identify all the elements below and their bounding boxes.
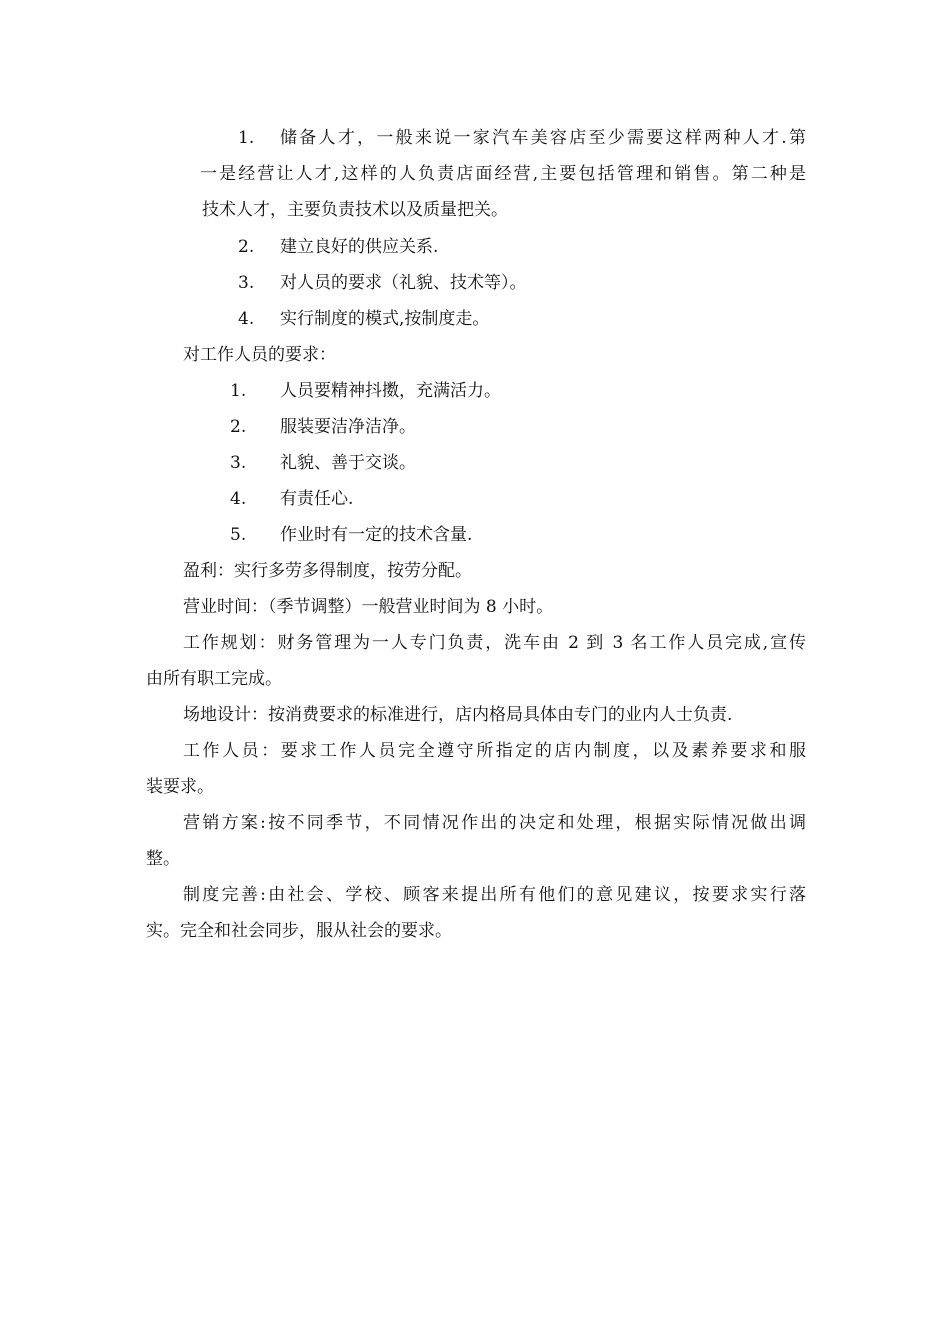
- staff-paragraph-line2: 装要求。: [146, 777, 214, 797]
- list2-item3-text: 礼貌、善于交谈。: [280, 453, 416, 473]
- list2-item3-number: 3.: [230, 453, 247, 473]
- venue-design-paragraph: 场地设计：按消费要求的标准进行，店内格局具体由专门的业内人士负责.: [183, 705, 733, 725]
- marketing-plan-line2: 整。: [146, 849, 180, 869]
- list2-item2-text: 服装要洁净洁净。: [280, 417, 416, 437]
- staff-paragraph-line1: 工作人员：要求工作人员完全遵守所指定的店内制度，以及素养要求和服: [183, 741, 806, 761]
- work-planning-line1: 工作规划：财务管理为一人专门负责，洗车由 2 到 3 名工作人员完成,宣传: [183, 633, 806, 653]
- list1-item2-number: 2.: [238, 237, 255, 257]
- list1-item1-line1: 储备人才，一般来说一家汽车美容店至少需要这样两种人才.第: [280, 128, 806, 148]
- list1-item2-text: 建立良好的供应关系.: [280, 237, 439, 257]
- list1-item4-text: 实行制度的模式,按制度走。: [280, 309, 490, 329]
- list2-item5-number: 5.: [230, 525, 247, 545]
- marketing-plan-line1: 营销方案:按不同季节，不同情况作出的决定和处理，根据实际情况做出调: [183, 813, 806, 833]
- list2-item1-text: 人员要精神抖擞，充满活力。: [280, 381, 501, 401]
- list1-item4-number: 4.: [238, 309, 255, 329]
- list1-item1-number: 1.: [238, 128, 255, 148]
- list2-item4-text: 有责任心.: [280, 489, 354, 509]
- system-improvement-line2: 实。完全和社会同步，服从社会的要求。: [146, 921, 452, 941]
- staff-requirements-heading: 对工作人员的要求：: [183, 345, 336, 365]
- list2-item5-text: 作业时有一定的技术含量.: [280, 525, 473, 545]
- list2-item2-number: 2.: [230, 417, 247, 437]
- list1-item3-number: 3.: [238, 273, 255, 293]
- business-hours-paragraph: 营业时间：（季节调整）一般营业时间为 8 小时。: [183, 597, 554, 617]
- profit-paragraph: 盈利：实行多劳多得制度，按劳分配。: [183, 561, 472, 581]
- list2-item4-number: 4.: [230, 489, 247, 509]
- list2-item1-number: 1.: [230, 381, 247, 401]
- system-improvement-line1: 制度完善:由社会、学校、顾客来提出所有他们的意见建议，按要求实行落: [183, 885, 806, 905]
- list1-item1-line2: 一是经营让人才,这样的人负责店面经营,主要包括管理和销售。第二种是: [200, 164, 806, 184]
- list1-item3-text: 对人员的要求（礼貌、技术等）。: [280, 273, 527, 293]
- work-planning-line2: 由所有职工完成。: [146, 669, 282, 689]
- list1-item1-line3: 技术人才，主要负责技术以及质量把关。: [202, 200, 508, 220]
